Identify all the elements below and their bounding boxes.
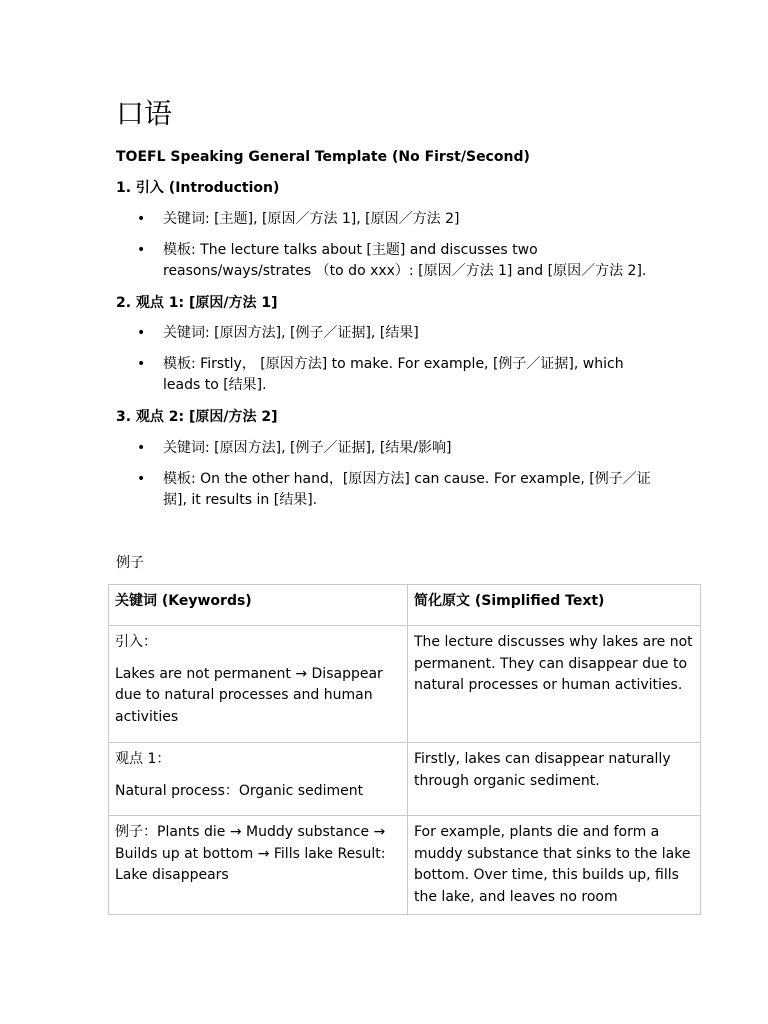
bullet-text: 关键词: [主题], [原因／方法 1], [原因／方法 2] [163, 211, 460, 227]
point-2-bullet-list [116, 438, 656, 521]
page-title: 口语 [116, 97, 173, 130]
list-item [116, 354, 656, 397]
bullet-icon: • [137, 470, 146, 487]
list-item [116, 240, 656, 283]
introduction-bullet-list [116, 209, 656, 292]
keyword-summary-table [108, 584, 701, 915]
header-keywords: 关键词 (Keywords) [109, 585, 408, 626]
cell-label: 观点 1： [115, 751, 171, 767]
table-row [109, 743, 701, 816]
bullet-icon: • [137, 211, 146, 227]
bullet-text: 关键词: [原因方法], [例子／证据], [结果] [163, 325, 419, 341]
bullet-text: 关键词: [原因方法], [例子／证据], [结果/影响] [163, 440, 452, 456]
table-row [109, 626, 701, 743]
point-1-bullet-list [116, 323, 656, 406]
keywords-cell [109, 626, 408, 743]
simplified-text-cell: For example, plants die and form a muddy substance that sinks to the lake bottom. Over time, this builds up, fills the lake, and leaves no room [408, 816, 701, 915]
bullet-text: 模板: Firstly， [原因方法] to make. For example, [例子／证据], which leads to [结果]. [163, 355, 624, 393]
bullet-icon: • [137, 355, 146, 372]
template-subtitle: TOEFL Speaking General Template (No First/Second) [116, 149, 530, 165]
simplified-text-cell: Firstly, lakes can disappear naturally through organic sediment. [408, 743, 701, 816]
cell-text: Natural process：Organic sediment [115, 782, 364, 799]
table-row [109, 816, 701, 915]
list-item [116, 469, 656, 512]
keywords-cell [109, 743, 408, 816]
section-heading-point-1: 2. 观点 1: [原因/方法 1] [116, 295, 278, 311]
bullet-text: 模板: The lecture talks about [主题] and discusses two reasons/ways/strates （to do xxx）: [原因／方法 1] and [原因／方法 2]. [163, 241, 647, 279]
list-item [116, 209, 656, 231]
header-simplified-text: 简化原文 (Simplified Text) [408, 585, 701, 626]
simplified-text-cell: The lecture discusses why lakes are not permanent. They can disappear due to natural processes or human activities. [408, 626, 701, 743]
bullet-icon: • [137, 241, 146, 258]
section-heading-introduction: 1. 引入 (Introduction) [116, 180, 280, 196]
bullet-icon: • [137, 325, 146, 341]
list-item [116, 438, 656, 460]
section-heading-point-2: 3. 观点 2: [原因/方法 2] [116, 409, 278, 425]
example-label: 例子 [116, 555, 144, 571]
bullet-text: 模板: On the other hand，[原因方法] can cause. For example, [例子／证据], it results in [结果]. [163, 470, 651, 508]
cell-text: Lakes are not permanent → Disappear due to natural processes and human activities [115, 665, 383, 725]
table-header-row [109, 585, 701, 626]
list-item [116, 323, 656, 345]
keywords-cell: 例子：Plants die → Muddy substance → Builds up at bottom → Fills lake Result: Lake disappears [109, 816, 408, 915]
cell-label: 引入： [115, 634, 157, 650]
bullet-icon: • [137, 440, 146, 456]
